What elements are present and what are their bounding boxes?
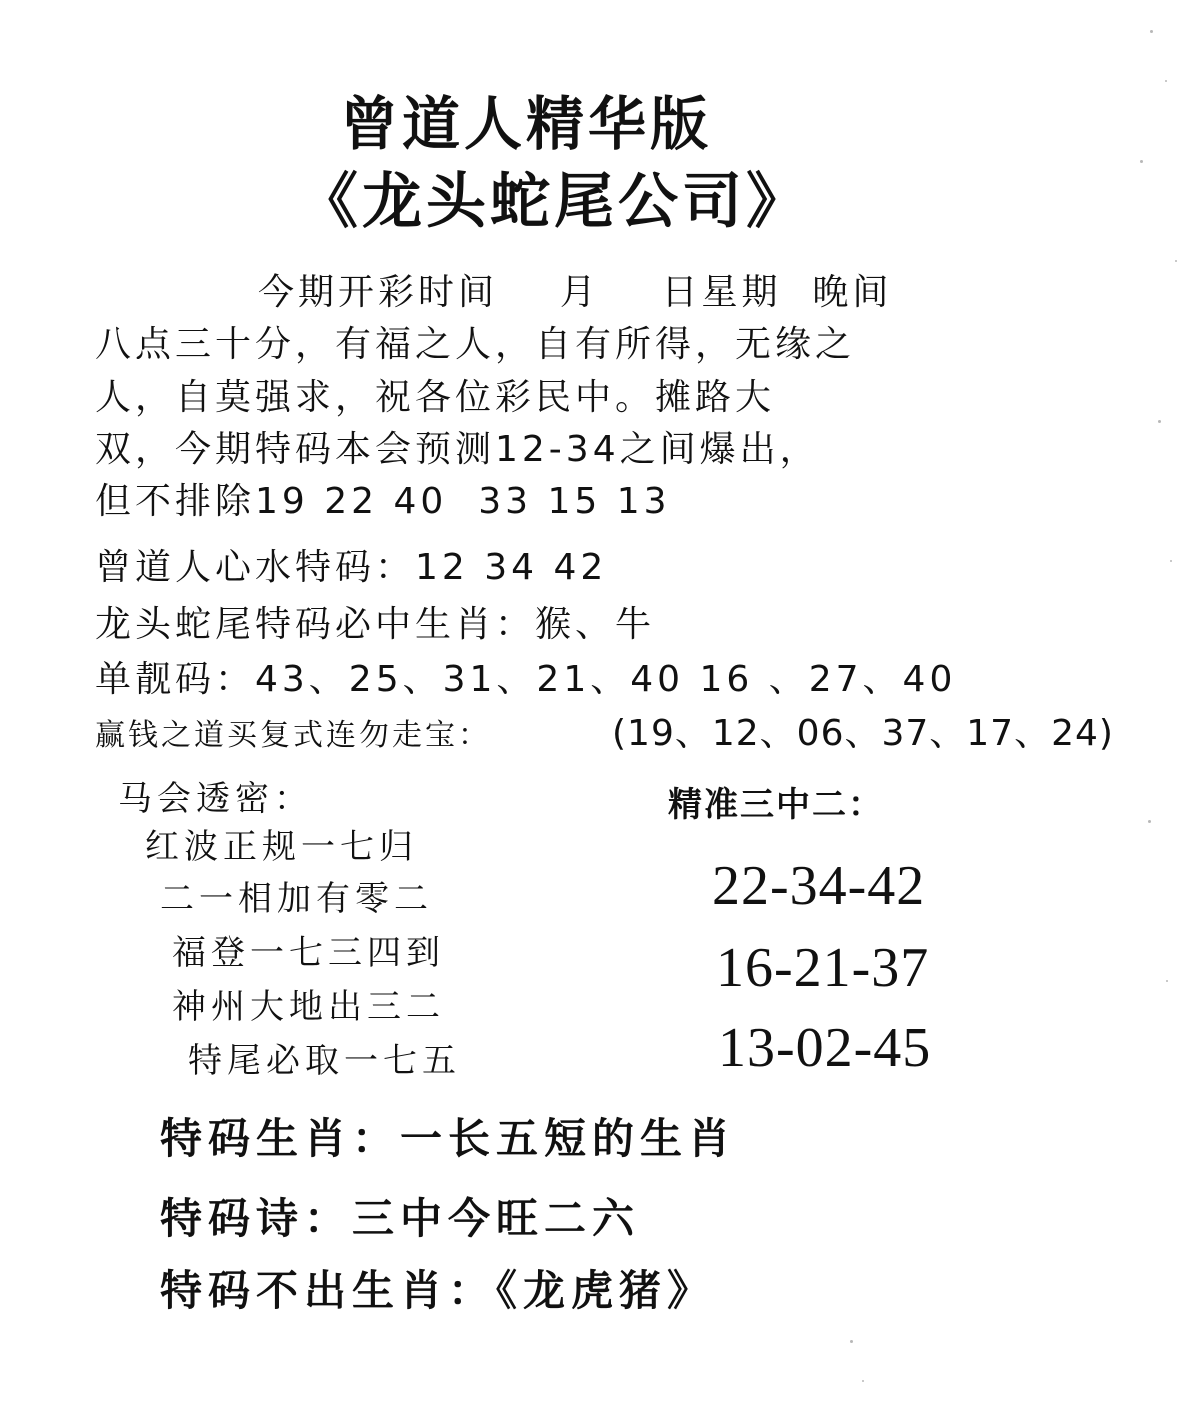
document-title: 曾道人精华版 [340,90,713,158]
scan-noise [1148,820,1151,823]
secret-poem-line-3: 福登一七三四到 [172,933,445,973]
special-poem-line: 特码诗：三中今旺二六 [160,1194,641,1243]
scan-noise [1166,980,1168,982]
heart-code-line: 曾道人心水特码：12 34 42 [95,547,608,588]
intro-line-3: 人，自莫强求，祝各位彩民中。摊路大 [95,377,776,418]
intro-line-4: 双，今期特码本会预测12-34之间爆出， [95,429,820,470]
precise-heading: 精准三中二： [668,785,884,825]
excluded-zodiac-line: 特码不出生肖：《龙虎猪》 [160,1266,716,1315]
single-codes-line: 单靓码：43、25、31、21、40 16 、27、40 [95,659,957,700]
scan-noise [1150,30,1153,33]
secret-poem-line-2: 二一相加有零二 [160,879,433,919]
scan-noise [850,1340,853,1343]
precise-combo-3: 13-02-45 [718,1017,932,1079]
scan-noise [1158,420,1161,423]
win-way-label: 赢钱之道买复式连勿走宝： [95,718,491,753]
secret-poem-line-5: 特尾必取一七五 [188,1041,461,1081]
secret-poem-line-1: 红波正规一七归 [145,827,418,867]
scan-noise [1165,80,1167,82]
scan-noise [1170,560,1172,562]
company-title: 《龙头蛇尾公司》 [298,167,810,237]
scan-noise [862,1380,864,1382]
precise-combo-1: 22-34-42 [712,855,926,917]
draw-time-line: 今期开彩时间 月 日星期 晚间 [258,272,893,313]
scan-noise [1175,260,1177,262]
intro-line-5: 但不排除19 22 40 33 15 13 [95,481,671,522]
intro-line-2: 八点三十分，有福之人，自有所得，无缘之 [95,324,856,365]
win-way-numbers: (19、12、06、37、17、24) [612,713,1114,754]
scan-noise [1140,160,1143,163]
special-zodiac-line: 特码生肖：一长五短的生肖 [160,1114,737,1163]
secret-heading: 马会透密： [118,779,313,819]
sure-zodiac-line: 龙头蛇尾特码必中生肖：猴、牛 [95,604,656,645]
precise-combo-2: 16-21-37 [716,937,930,999]
secret-poem-line-4: 神州大地出三二 [172,987,445,1027]
